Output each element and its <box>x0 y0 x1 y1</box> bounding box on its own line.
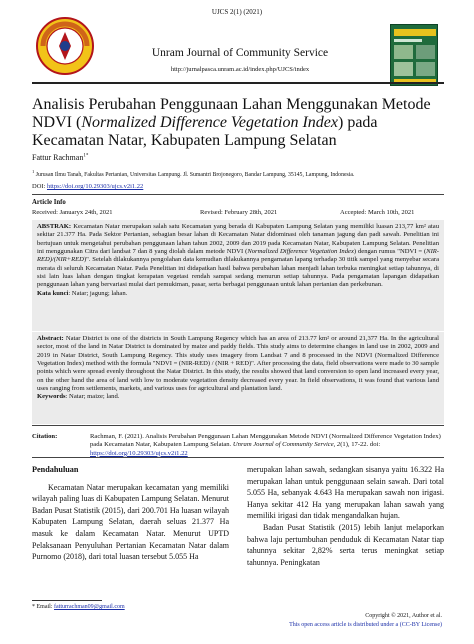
footnote-rule <box>32 600 102 601</box>
received-date: Received: Januaryx 24th, 2021 <box>32 209 113 216</box>
citation-text: Rachman, F. (2021). Analisis Perubahan Penggunaan Lahan Menggunakan Metode NDVI (Normalized Difference Vegetation Index) pada Kecamatan Natar, Kabupaten Lampung Selatan. Unram Journal of Community Service, 2(1), 17-22. doi: https://doi.org/10.29303/ujcs.v2i1.22 <box>90 433 441 457</box>
divider <box>32 194 444 195</box>
section-heading: Pendahuluan <box>32 465 79 474</box>
article-title: Analisis Perubahan Penggunaan Lahan Menggunakan Metode NDVI (Normalized Difference Vegetation Index) pada Kecamatan Natar, Kabupaten Lampung Selatan <box>32 96 431 149</box>
journal-url[interactable]: http://jurnalpasca.unram.ac.id/index.php/UJCS/index <box>170 66 310 73</box>
paragraph: Kecamatan Natar merupakan kecamatan yang memiliki wilayah paling luas di Kabupaten Lampung Selatan. Menurut Badan Pusat Statistik (2015), dari 200.701 Ha luasan wilayah Kabupaten Lampung Selatan, daerah seluas 21.377 Ha masuk ke dalam Kecamatan Natar. Menurut UPTD Pelaksanaan Penyuluhan Pertanian Kecamatan Natar dalam Purnomo (2018), dari total luasan tersebut 5.055 Ha <box>32 482 229 562</box>
footnote-email: * Email: fatturrachman09@gmail.com <box>32 604 125 610</box>
doi-line: DOI: https://doi.org/10.29303/ujcs.v2i1.22 <box>32 183 144 190</box>
university-logo <box>35 16 95 76</box>
copyright-notice <box>289 612 442 630</box>
accepted-date: Accepted: March 10th, 2021 <box>340 209 415 216</box>
author-affiliation: $^1$ Jurusan Ilmu Tanah, Fakultas Pertanian, Universitas Lampung. Jl. Sumantri Brojonegoro, Bandar Lampung, 35145, Lampung, Indonesia. <box>32 169 355 178</box>
body-column-left <box>32 464 229 563</box>
article-info-heading: Article Info <box>32 199 66 206</box>
header-rule <box>32 82 444 84</box>
journal-cover-thumbnail <box>390 24 438 86</box>
abstract-indonesian: ABSTRAK: Kecamatan Natar merupakan salah satu Kecamatan yang berada di Kabupaten Lampung Selatan yang memiliki luasan 213,77 km² atau sekitar 21.377 Ha. Pada Sektor Pertanian, sebagian besar lahan di Kecamatan Natar didominasi oleh tanaman jagung dan padi sawah. Penelitian ini bertujuan untuk mengetahui perubahan penggunaan lahan tahun 2002, 2009 dan 2019 pada Kecamatan Natar, Kabupaten Lampung Selatan. Penelitian ini menggunakan Citra dari landsat 7 dan 8 yang diolah dalam metode NDVI (Normalized Difference Vegetation Index) dengan rumus "NDVI = (NIR-RED)/(NIR+RED)". Setelah dilakukannya pengolahan data kemudian dilakukannya pengamatan lapang terhadap 30 titik sampel yang menyebar secara merata di seluruh Kecamatan Natar. Pada Penelitian ini didapatkan hasil bahwa perubahan lahan menjadi lahan terbuka meningkat setiap tahunnya, di sisi lain luas lahan dengan tingkat kerapatan vegetasi rendah sampai sedang menurun setiap tahunnya. Pada pengamatan lapangan didapatkan penggunaan lahan yang bervariasi mulai dari pemukiman, pasar, serta berbagai penggunaan untuk lahan pertanian dan perkebunan. Kata kunci: Natar; jagung; lahan. <box>32 220 444 331</box>
revised-date: Revised: February 28th, 2021 <box>200 209 278 216</box>
divider <box>32 425 444 426</box>
email-link[interactable]: fatturrachman09@gmail.com <box>54 604 125 610</box>
license-line[interactable]: This open access article is distributed under a (CC-BY License) <box>289 622 442 628</box>
journal-title: Unram Journal of Community Service <box>151 47 329 59</box>
citation-doi-link[interactable]: https://doi.org/10.29303/ujcs.v2i1.22 <box>90 449 188 457</box>
copyright-line: Copyright © 2021, Author et al. <box>365 613 442 619</box>
citation-label: Citation: <box>32 433 58 440</box>
divider <box>32 457 444 458</box>
doi-link[interactable]: https://doi.org/10.29303/ujcs.v2i1.22 <box>46 183 144 190</box>
paragraph: merupakan lahan sawah, sedangkan sisanya yaitu 16.322 Ha merupakan lahan untuk penggunaan selain sawah. Dari total 5.055 Ha, sebanyak 4.643 Ha merupakan sawah non irigasi. Hanya sekitar 412 Ha yang merupakan lahan sawah yang memiliki irigasi dan tidak mengandalkan hujan. <box>247 465 444 521</box>
paragraph: Badan Pusat Statistik (2015) lebih lanjut melaporkan bahwa laju pertumbuhan penduduk di Kecamatan Natar tiap tahunnya sekitar 2,82% serta terus meningkat setiap tahunnya. Peningkatan <box>247 522 444 567</box>
author-name: Fattur Rachman$^{1*}$ <box>32 153 89 162</box>
issue-label: UJCS 2(1) (2021) <box>211 8 263 16</box>
abstract-english: Abstract: Natar District is one of the districts in South Lampung Regency which has an area of 213.77 km² or around 21,377 Ha. In the agricultural sector, most of the land in Natar District is dominated by maize and paddy fields. This study aims to determine changes in land use in 2002, 2009 and 2019 in Natar District, South Lampung Regency. This study uses imagery from Landsat 7 and 8 processed in the NDVI (Normalized Difference Vegetation Index) method with the formula "NDVI = (NIR-RED) / (NIR + RED)". After processing the data, field observations were made to 30 sample points which were spread evenly throughout the Natar District. In this study, the results showed that land conversion to open land increased every year, on the other hand the area of land with low to moderate vegetation density decreased every year. In field observations, it was found that various land uses ranging from settlements, markets, and various uses for agricultural and plantation land. Keywords: Natar; maize; land. <box>32 332 444 424</box>
body-column-right <box>247 464 444 568</box>
